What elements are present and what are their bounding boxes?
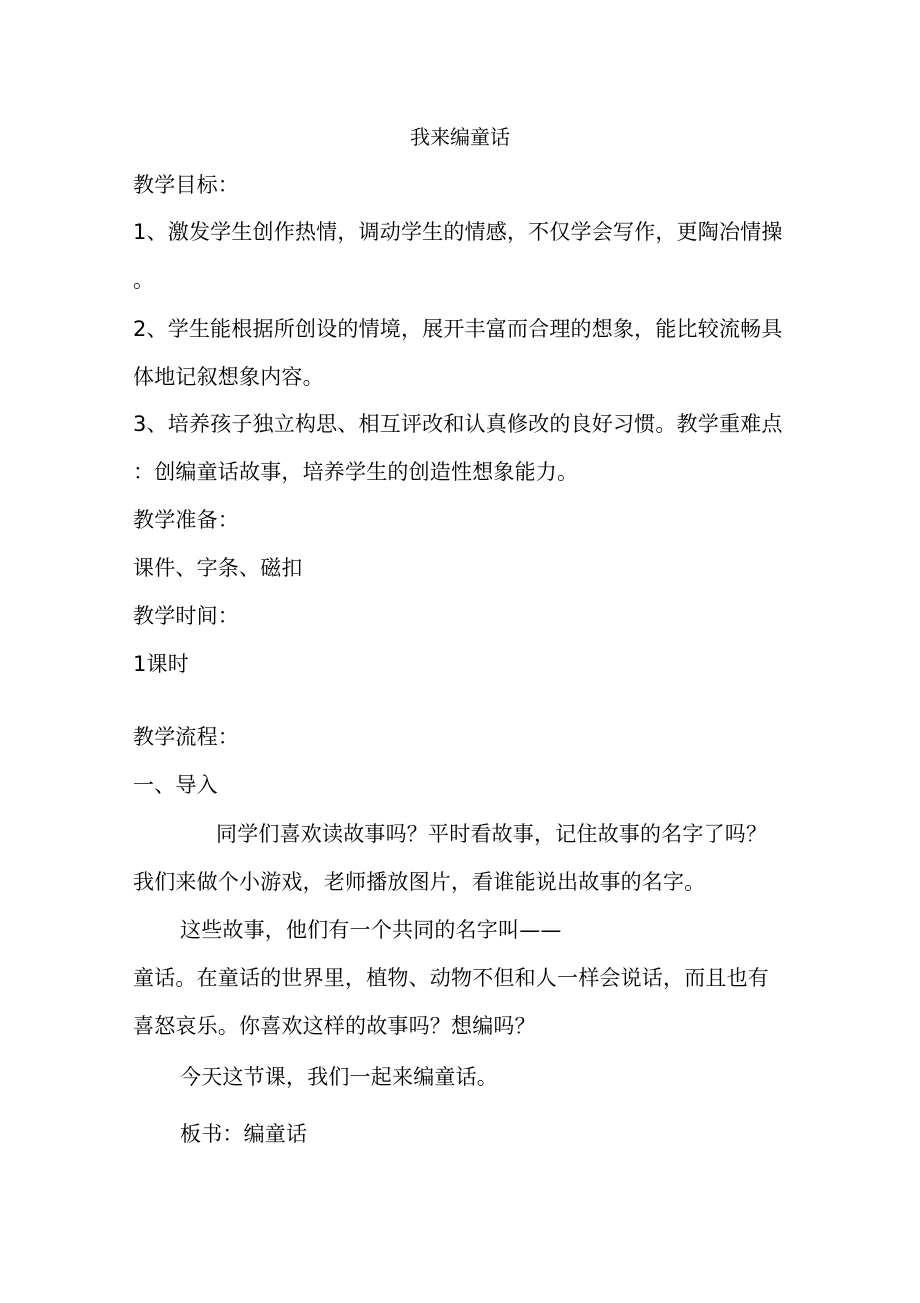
blackboard-note: 板书：编童话 — [180, 1122, 308, 1146]
heading-process: 教学流程： — [133, 725, 239, 749]
preparation-items: 课件、字条、磁扣 — [133, 556, 303, 580]
objective-1-line-1: 1、激发学生创作热情，调动学生的情感，不仅学会写作，更陶冶情操 — [133, 220, 783, 244]
section-intro-heading: 一、导入 — [133, 773, 218, 797]
time-value: 1课时 — [133, 652, 189, 676]
heading-preparation: 教学准备： — [133, 508, 239, 532]
paragraph-1-line-2: 我们来做个小游戏，老师播放图片，看谁能说出故事的名字。 — [133, 870, 706, 894]
paragraph-2-line-2: 童话。在童话的世界里，植物、动物不但和人一样会说话，而且也有 — [133, 966, 769, 990]
heading-time: 教学时间： — [133, 604, 239, 628]
objective-3-line-2: ：创编童话故事，培养学生的创造性想象能力。 — [133, 460, 579, 484]
heading-objectives: 教学目标： — [133, 173, 239, 197]
paragraph-1-line-1: 同学们喜欢读故事吗？平时看故事，记住故事的名字了吗？ — [216, 822, 768, 846]
objective-2-line-1: 2、学生能根据所创设的情境，展开丰富而合理的想象，能比较流畅具 — [133, 317, 783, 341]
paragraph-3: 今天这节课，我们一起来编童话。 — [180, 1065, 498, 1089]
objective-1-line-2: 。 — [133, 268, 155, 292]
paragraph-2-line-1: 这些故事，他们有一个共同的名字叫—— — [180, 918, 562, 942]
objective-2-line-2: 体地记叙想象内容。 — [133, 365, 324, 389]
objective-3-line-1: 3、培养孩子独立构思、相互评改和认真修改的良好习惯。教学重难点 — [133, 412, 783, 436]
paragraph-2-line-3: 喜怒哀乐。你喜欢这样的故事吗？想编吗？ — [133, 1014, 536, 1038]
document-title: 我来编童话 — [410, 125, 510, 149]
